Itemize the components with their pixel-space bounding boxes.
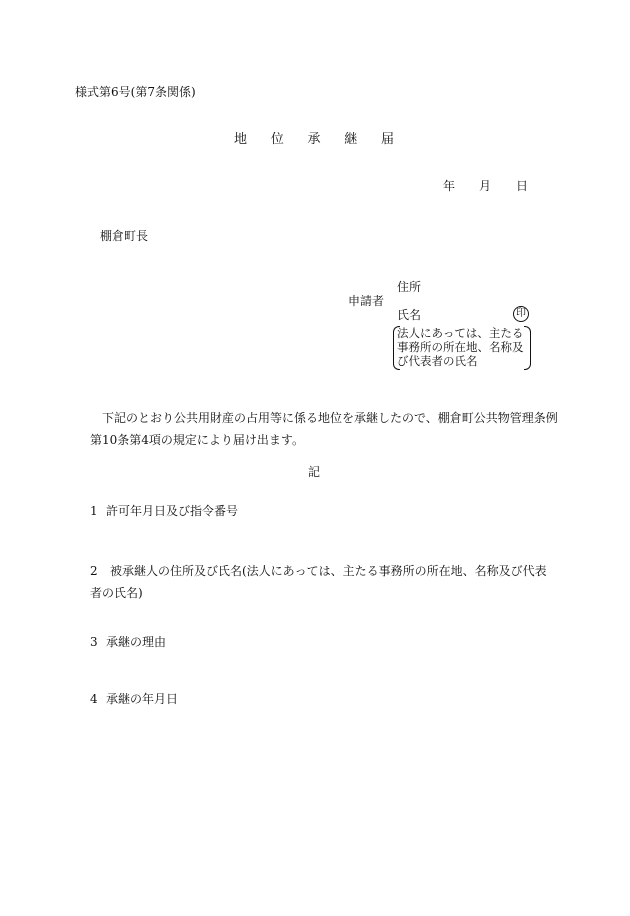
date-day-label: 日 xyxy=(516,179,529,193)
form-number: 様式第6号(第7条関係) xyxy=(75,85,196,99)
title-char: 承 xyxy=(307,132,321,147)
note-heading: 記 xyxy=(308,465,321,479)
date-line xyxy=(443,180,528,192)
item-number: 3 xyxy=(90,635,98,649)
list-item xyxy=(90,636,166,648)
title-char: 位 xyxy=(270,132,284,147)
corporate-note xyxy=(393,326,531,368)
item-number: 4 xyxy=(90,692,98,706)
item-number: 1 xyxy=(90,504,98,518)
name-label: 氏名 xyxy=(397,308,422,322)
item-text: 被承継人の住所及び氏名(法人にあっては、主たる事務所の所在地、名称及び代表者の氏名) xyxy=(90,564,547,600)
item-text: 許可年月日及び指令番号 xyxy=(106,504,239,518)
address-label: 住所 xyxy=(397,280,422,294)
body-text: 下記のとおり公共用財産の占用等に係る地位を承継したので、棚倉町公共物管理条例第10条第4項の規定により届け出ます。 xyxy=(90,411,558,447)
list-item xyxy=(90,505,238,517)
list-item xyxy=(90,560,558,604)
list-item xyxy=(90,693,178,705)
item-number: 2 xyxy=(90,564,98,578)
title-char: 地 xyxy=(234,132,248,147)
title-char: 届 xyxy=(380,132,394,147)
item-text: 承継の理由 xyxy=(106,635,167,649)
corporate-note-text: 法人にあっては、主たる事務所の所在地、名称及び代表者の氏名 xyxy=(397,326,524,368)
date-year-label: 年 xyxy=(443,179,456,193)
item-text: 承継の年月日 xyxy=(106,692,179,706)
document-title xyxy=(234,133,394,146)
title-char: 継 xyxy=(344,132,358,147)
recipient: 棚倉町長 xyxy=(100,229,149,243)
seal-mark: 印 xyxy=(513,306,529,322)
date-month-label: 月 xyxy=(479,179,492,193)
applicant-label: 申請者 xyxy=(348,294,385,308)
right-bracket xyxy=(524,326,531,370)
